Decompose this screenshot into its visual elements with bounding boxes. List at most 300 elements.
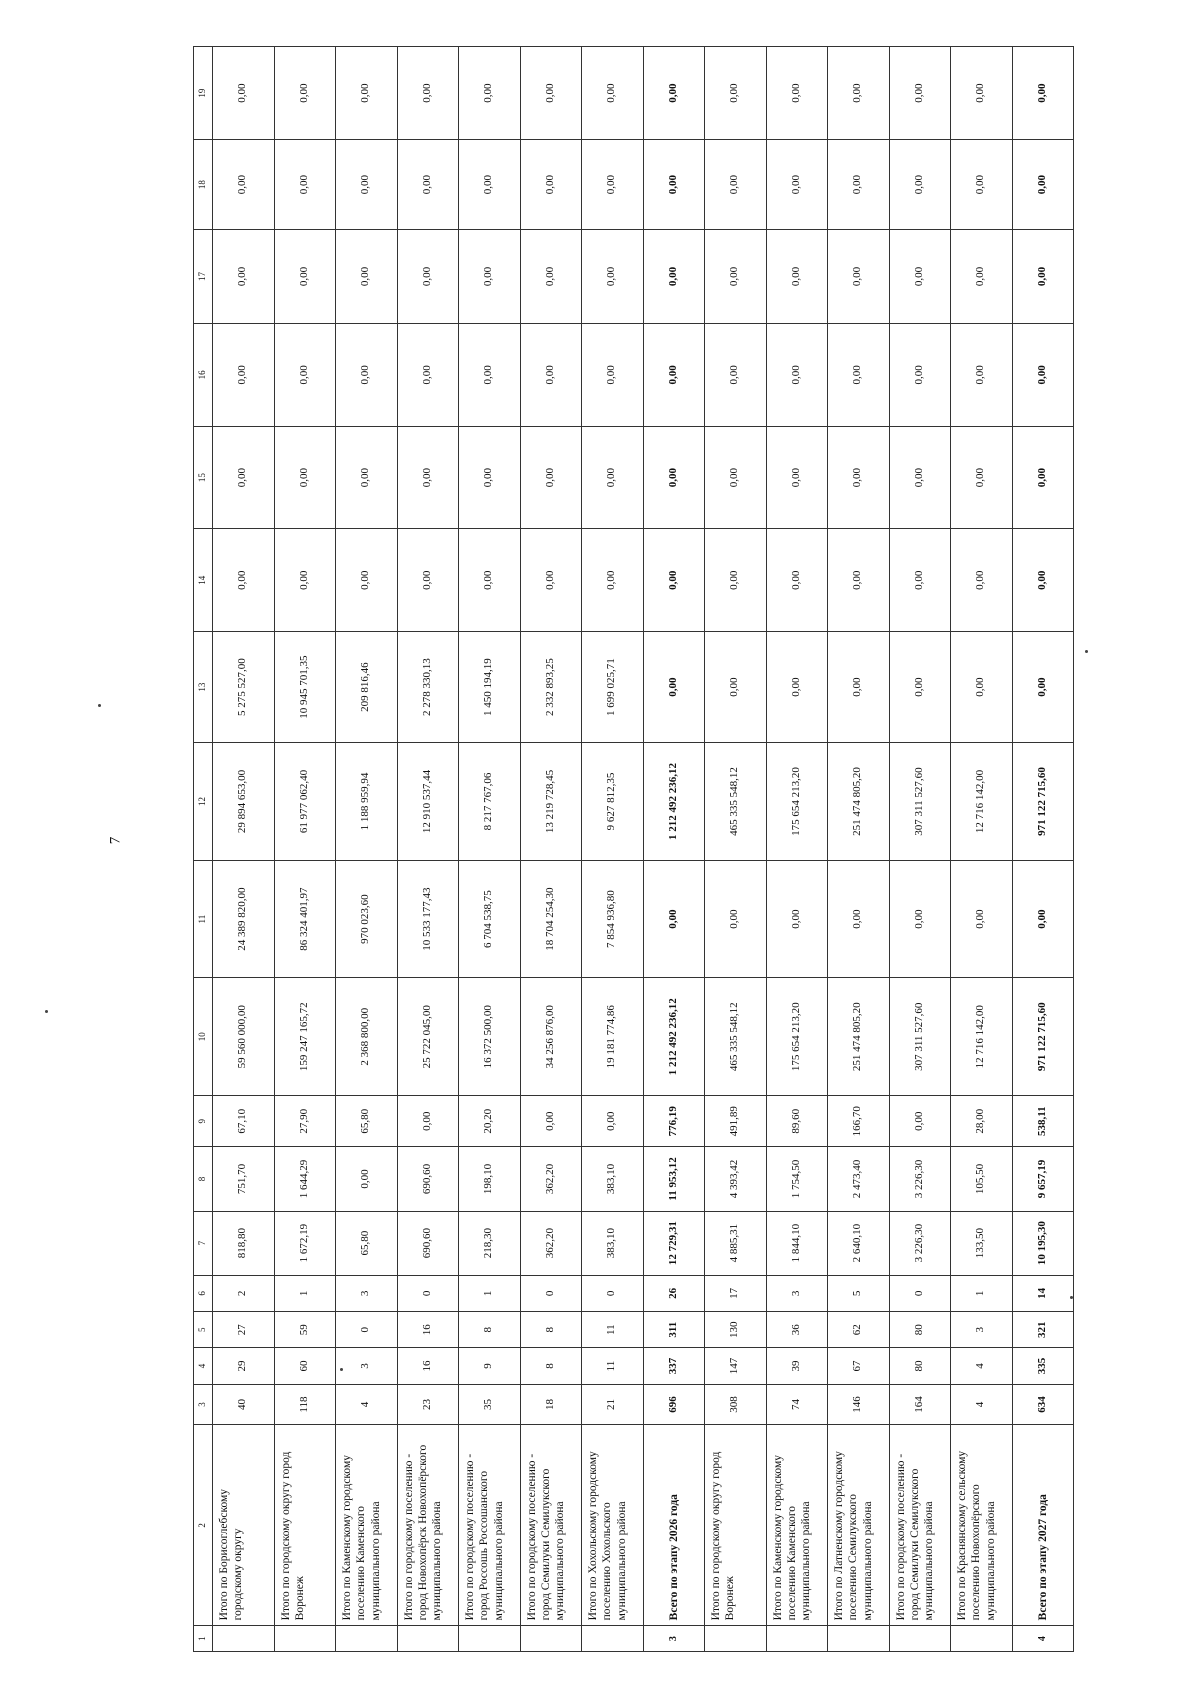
- cell-value: 971 122 715,60: [1012, 743, 1074, 861]
- cell-value: 16: [397, 1312, 459, 1348]
- cell-value: 0,00: [582, 230, 644, 324]
- cell-value: 0,00: [520, 140, 582, 230]
- column-number: 4: [194, 1348, 213, 1384]
- cell-value: 4 393,42: [705, 1147, 767, 1211]
- cell-value: 27: [213, 1312, 275, 1348]
- row-name: Всего по этапу 2026 года: [643, 1425, 705, 1626]
- cell-value: 0,00: [951, 632, 1013, 743]
- row-mark: [336, 1626, 398, 1652]
- cell-value: 3: [951, 1312, 1013, 1348]
- cell-value: 0,00: [336, 324, 398, 427]
- cell-value: 11: [582, 1312, 644, 1348]
- cell-value: 307 311 527,60: [889, 743, 951, 861]
- cell-value: 18 704 254,30: [520, 860, 582, 978]
- cell-value: 29 894 653,00: [213, 743, 275, 861]
- row-mark: 3: [643, 1626, 705, 1652]
- cell-value: 166,70: [828, 1096, 890, 1147]
- cell-value: 12 716 142,00: [951, 978, 1013, 1096]
- cell-value: 3 226,30: [889, 1211, 951, 1275]
- column-number: 1: [194, 1626, 213, 1652]
- cell-value: 1 672,19: [274, 1211, 336, 1275]
- cell-value: 0,00: [643, 529, 705, 632]
- cell-value: 1 754,50: [766, 1147, 828, 1211]
- cell-value: 11: [582, 1348, 644, 1384]
- cell-value: 0,00: [951, 529, 1013, 632]
- column-number: 12: [194, 743, 213, 861]
- cell-value: 0,00: [766, 860, 828, 978]
- cell-value: 0,00: [828, 47, 890, 140]
- cell-value: 11 953,12: [643, 1147, 705, 1211]
- cell-value: 164: [889, 1384, 951, 1425]
- cell-value: 383,10: [582, 1147, 644, 1211]
- cell-value: 3: [336, 1348, 398, 1384]
- row-name: Итого по Каменскому городскому поселению Каменского муниципального района: [766, 1425, 828, 1626]
- cell-value: 0,00: [705, 860, 767, 978]
- cell-value: 0,00: [766, 426, 828, 529]
- cell-value: 0,00: [889, 426, 951, 529]
- cell-value: 491,89: [705, 1096, 767, 1147]
- cell-value: 0,00: [889, 324, 951, 427]
- cell-value: 175 654 213,20: [766, 978, 828, 1096]
- cell-value: 7 854 936,80: [582, 860, 644, 978]
- table-body: [213, 47, 1074, 1652]
- cell-value: 8: [459, 1312, 521, 1348]
- cell-value: 8: [520, 1312, 582, 1348]
- column-number: 10: [194, 978, 213, 1096]
- cell-value: 2: [213, 1275, 275, 1311]
- cell-value: 0,00: [951, 324, 1013, 427]
- cell-value: 29: [213, 1348, 275, 1384]
- row-mark: [889, 1626, 951, 1652]
- row-name: Итого по Борисоглебскому городскому округу: [213, 1425, 275, 1626]
- cell-value: 0,00: [828, 860, 890, 978]
- cell-value: 2 640,10: [828, 1211, 890, 1275]
- column-number: 18: [194, 140, 213, 230]
- cell-value: 60: [274, 1348, 336, 1384]
- cell-value: 18: [520, 1384, 582, 1425]
- column-number: 13: [194, 632, 213, 743]
- table-row: [520, 47, 582, 1652]
- row-name: Итого по городскому поселению - город Россошь Россошанского муниципального района: [459, 1425, 521, 1626]
- cell-value: 16 372 500,00: [459, 978, 521, 1096]
- cell-value: 0: [520, 1275, 582, 1311]
- row-mark: [828, 1626, 890, 1652]
- cell-value: 3: [766, 1275, 828, 1311]
- cell-value: 4 885,31: [705, 1211, 767, 1275]
- cell-value: 0,00: [397, 230, 459, 324]
- cell-value: 0,00: [397, 140, 459, 230]
- cell-value: 1 212 492 236,12: [643, 978, 705, 1096]
- cell-value: 0,00: [889, 140, 951, 230]
- cell-value: 971 122 715,60: [1012, 978, 1074, 1096]
- cell-value: 10 195,30: [1012, 1211, 1074, 1275]
- cell-value: 251 474 805,20: [828, 743, 890, 861]
- cell-value: 0,00: [766, 632, 828, 743]
- cell-value: 2 332 893,25: [520, 632, 582, 743]
- cell-value: 0,00: [1012, 632, 1074, 743]
- cell-value: 175 654 213,20: [766, 743, 828, 861]
- cell-value: 0,00: [274, 324, 336, 427]
- cell-value: 86 324 401,97: [274, 860, 336, 978]
- cell-value: 16: [397, 1348, 459, 1384]
- cell-value: 0,00: [397, 324, 459, 427]
- cell-value: 2 473,40: [828, 1147, 890, 1211]
- cell-value: 0,00: [582, 1096, 644, 1147]
- scan-speck: [45, 1010, 48, 1013]
- cell-value: 23: [397, 1384, 459, 1425]
- row-name: Итого по Латненскому городскому поселению Семилукского муниципального района: [828, 1425, 890, 1626]
- cell-value: 74: [766, 1384, 828, 1425]
- cell-value: 67,10: [213, 1096, 275, 1147]
- column-number: 16: [194, 324, 213, 427]
- cell-value: 776,19: [643, 1096, 705, 1147]
- cell-value: 10 533 177,43: [397, 860, 459, 978]
- cell-value: 1 844,10: [766, 1211, 828, 1275]
- cell-value: 1 450 194,19: [459, 632, 521, 743]
- cell-value: 0,00: [459, 324, 521, 427]
- row-mark: [459, 1626, 521, 1652]
- cell-value: 0,00: [889, 860, 951, 978]
- cell-value: 8 217 767,06: [459, 743, 521, 861]
- row-mark: [397, 1626, 459, 1652]
- table-row: [582, 47, 644, 1652]
- cell-value: 465 335 548,12: [705, 743, 767, 861]
- cell-value: 133,50: [951, 1211, 1013, 1275]
- cell-value: 1 699 025,71: [582, 632, 644, 743]
- cell-value: 0,00: [520, 230, 582, 324]
- cell-value: 0,00: [766, 324, 828, 427]
- table-row: [274, 47, 336, 1652]
- cell-value: 36: [766, 1312, 828, 1348]
- cell-value: 0,00: [1012, 324, 1074, 427]
- cell-value: 690,60: [397, 1147, 459, 1211]
- stage-total-row: [643, 47, 705, 1652]
- cell-value: 634: [1012, 1384, 1074, 1425]
- cell-value: 308: [705, 1384, 767, 1425]
- cell-value: 1: [459, 1275, 521, 1311]
- cell-value: 0,00: [336, 230, 398, 324]
- cell-value: 19 181 774,86: [582, 978, 644, 1096]
- cell-value: 0,00: [951, 230, 1013, 324]
- cell-value: 5: [828, 1275, 890, 1311]
- cell-value: 0,00: [520, 529, 582, 632]
- row-name: Итого по городскому округу город Воронеж: [705, 1425, 767, 1626]
- cell-value: 383,10: [582, 1211, 644, 1275]
- cell-value: 10 945 701,35: [274, 632, 336, 743]
- cell-value: 0,00: [336, 47, 398, 140]
- column-number: 3: [194, 1384, 213, 1425]
- cell-value: 0,00: [766, 230, 828, 324]
- cell-value: 0,00: [705, 230, 767, 324]
- scan-speck: [1085, 650, 1088, 653]
- cell-value: 0: [397, 1275, 459, 1311]
- cell-value: 4: [951, 1348, 1013, 1384]
- cell-value: 59 560 000,00: [213, 978, 275, 1096]
- row-name: Итого по городскому поселению - город Новохопёрск Новохопёрского муниципального района: [397, 1425, 459, 1626]
- cell-value: 0,00: [643, 426, 705, 529]
- column-number: 9: [194, 1096, 213, 1147]
- row-name: Итого по городскому поселению - город Семилуки Семилукского муниципального района: [889, 1425, 951, 1626]
- column-number: 6: [194, 1275, 213, 1311]
- table-row: [766, 47, 828, 1652]
- cell-value: 311: [643, 1312, 705, 1348]
- cell-value: 0,00: [889, 632, 951, 743]
- cell-value: 80: [889, 1312, 951, 1348]
- cell-value: 0,00: [274, 529, 336, 632]
- cell-value: 0,00: [520, 47, 582, 140]
- cell-value: 65,80: [336, 1096, 398, 1147]
- cell-value: 4: [336, 1384, 398, 1425]
- cell-value: 0,00: [213, 47, 275, 140]
- cell-value: 0,00: [520, 1096, 582, 1147]
- cell-value: 0,00: [705, 529, 767, 632]
- cell-value: 80: [889, 1348, 951, 1384]
- cell-value: 59: [274, 1312, 336, 1348]
- cell-value: 0,00: [889, 230, 951, 324]
- row-mark: [213, 1626, 275, 1652]
- column-number: 11: [194, 860, 213, 978]
- cell-value: 0,00: [582, 324, 644, 427]
- cell-value: 17: [705, 1275, 767, 1311]
- cell-value: 0,00: [336, 1147, 398, 1211]
- cell-value: 0,00: [951, 140, 1013, 230]
- cell-value: 0,00: [889, 529, 951, 632]
- cell-value: 0,00: [951, 860, 1013, 978]
- cell-value: 0,00: [828, 632, 890, 743]
- cell-value: 0,00: [459, 47, 521, 140]
- cell-value: 0,00: [643, 324, 705, 427]
- cell-value: 118: [274, 1384, 336, 1425]
- cell-value: 0,00: [459, 230, 521, 324]
- page-number: 7: [107, 836, 124, 845]
- row-name: Итого по Хохольскому городскому поселению Хохольского муниципального района: [582, 1425, 644, 1626]
- cell-value: 0,00: [274, 47, 336, 140]
- cell-value: 690,60: [397, 1211, 459, 1275]
- cell-value: 12 716 142,00: [951, 743, 1013, 861]
- table-row: [397, 47, 459, 1652]
- cell-value: 0,00: [213, 324, 275, 427]
- cell-value: 0,00: [274, 426, 336, 529]
- cell-value: 1: [951, 1275, 1013, 1311]
- cell-value: 198,10: [459, 1147, 521, 1211]
- cell-value: 0,00: [397, 529, 459, 632]
- cell-value: 0,00: [643, 140, 705, 230]
- cell-value: 2 278 330,13: [397, 632, 459, 743]
- cell-value: 0,00: [1012, 426, 1074, 529]
- row-mark: [274, 1626, 336, 1652]
- row-name: Итого по Каменскому городскому поселению Каменского муниципального района: [336, 1425, 398, 1626]
- cell-value: 0,00: [1012, 860, 1074, 978]
- cell-value: 21: [582, 1384, 644, 1425]
- cell-value: 34 256 876,00: [520, 978, 582, 1096]
- column-number: 2: [194, 1425, 213, 1626]
- rotated-table-wrapper: [193, 46, 1071, 1652]
- cell-value: 0,00: [951, 47, 1013, 140]
- cell-value: 0,00: [828, 324, 890, 427]
- cell-value: 8: [520, 1348, 582, 1384]
- row-name: Итого по городскому поселению - город Семилуки Семилукского муниципального района: [520, 1425, 582, 1626]
- table-row: [459, 47, 521, 1652]
- cell-value: 0,00: [643, 632, 705, 743]
- cell-value: 0,00: [336, 140, 398, 230]
- cell-value: 0,00: [643, 47, 705, 140]
- cell-value: 0,00: [889, 1096, 951, 1147]
- cell-value: 0,00: [705, 140, 767, 230]
- cell-value: 0,00: [213, 426, 275, 529]
- scan-speck: [1070, 1296, 1073, 1299]
- cell-value: 35: [459, 1384, 521, 1425]
- cell-value: 25 722 045,00: [397, 978, 459, 1096]
- cell-value: 0,00: [459, 529, 521, 632]
- cell-value: 14: [1012, 1275, 1074, 1311]
- cell-value: 65,80: [336, 1211, 398, 1275]
- row-mark: [951, 1626, 1013, 1652]
- cell-value: 6 704 538,75: [459, 860, 521, 978]
- row-name: Итого по Краснянскому сельскому поселению Новохопёрского муниципального района: [951, 1425, 1013, 1626]
- cell-value: 0,00: [582, 140, 644, 230]
- cell-value: 0,00: [766, 529, 828, 632]
- cell-value: 9: [459, 1348, 521, 1384]
- cell-value: 0,00: [274, 230, 336, 324]
- table-row: [828, 47, 890, 1652]
- cell-value: 0,00: [582, 426, 644, 529]
- cell-value: 0: [582, 1275, 644, 1311]
- scan-speck: [340, 1368, 343, 1371]
- cell-value: 0,00: [336, 529, 398, 632]
- cell-value: 0,00: [459, 140, 521, 230]
- cell-value: 24 389 820,00: [213, 860, 275, 978]
- column-number: 15: [194, 426, 213, 529]
- cell-value: 538,11: [1012, 1096, 1074, 1147]
- cell-value: 9 627 812,35: [582, 743, 644, 861]
- cell-value: 362,20: [520, 1211, 582, 1275]
- cell-value: 0,00: [705, 324, 767, 427]
- cell-value: 335: [1012, 1348, 1074, 1384]
- scan-speck: [98, 704, 101, 707]
- cell-value: 27,90: [274, 1096, 336, 1147]
- cell-value: 0,00: [828, 140, 890, 230]
- cell-value: 39: [766, 1348, 828, 1384]
- cell-value: 465 335 548,12: [705, 978, 767, 1096]
- cell-value: 0,00: [828, 426, 890, 529]
- cell-value: 62: [828, 1312, 890, 1348]
- cell-value: 970 023,60: [336, 860, 398, 978]
- cell-value: 209 816,46: [336, 632, 398, 743]
- table-row: [889, 47, 951, 1652]
- cell-value: 0,00: [336, 426, 398, 529]
- cell-value: 67: [828, 1348, 890, 1384]
- cell-value: 61 977 062,40: [274, 743, 336, 861]
- cell-value: 1: [274, 1275, 336, 1311]
- row-mark: [520, 1626, 582, 1652]
- cell-value: 0,00: [1012, 47, 1074, 140]
- column-number: 19: [194, 47, 213, 140]
- cell-value: 2 368 800,00: [336, 978, 398, 1096]
- cell-value: 818,80: [213, 1211, 275, 1275]
- cell-value: 3 226,30: [889, 1147, 951, 1211]
- cell-value: 20,20: [459, 1096, 521, 1147]
- cell-value: 362,20: [520, 1147, 582, 1211]
- cell-value: 0,00: [705, 426, 767, 529]
- cell-value: 0,00: [582, 529, 644, 632]
- cell-value: 0,00: [643, 860, 705, 978]
- cell-value: 0,00: [459, 426, 521, 529]
- column-number: 17: [194, 230, 213, 324]
- row-name: Итого по городскому округу город Воронеж: [274, 1425, 336, 1626]
- cell-value: 146: [828, 1384, 890, 1425]
- cell-value: 0,00: [1012, 230, 1074, 324]
- row-mark: [766, 1626, 828, 1652]
- cell-value: 26: [643, 1275, 705, 1311]
- cell-value: 0,00: [397, 47, 459, 140]
- cell-value: 696: [643, 1384, 705, 1425]
- cell-value: 251 474 805,20: [828, 978, 890, 1096]
- cell-value: 1 644,29: [274, 1147, 336, 1211]
- table-row: [336, 47, 398, 1652]
- column-number: 8: [194, 1147, 213, 1211]
- cell-value: 0,00: [213, 140, 275, 230]
- cell-value: 0,00: [828, 529, 890, 632]
- row-mark: [705, 1626, 767, 1652]
- cell-value: 0,00: [582, 47, 644, 140]
- cell-value: 0,00: [705, 47, 767, 140]
- table-row: [951, 47, 1013, 1652]
- cell-value: 337: [643, 1348, 705, 1384]
- cell-value: 0,00: [951, 426, 1013, 529]
- column-number-row: [194, 47, 213, 1652]
- cell-value: 218,30: [459, 1211, 521, 1275]
- cell-value: 5 275 527,00: [213, 632, 275, 743]
- cell-value: 4: [951, 1384, 1013, 1425]
- cell-value: 0: [889, 1275, 951, 1311]
- column-number: 7: [194, 1211, 213, 1275]
- cell-value: 12 729,31: [643, 1211, 705, 1275]
- cell-value: 0,00: [520, 324, 582, 427]
- cell-value: 159 247 165,72: [274, 978, 336, 1096]
- cell-value: 0,00: [213, 529, 275, 632]
- cell-value: 0,00: [520, 426, 582, 529]
- table-row: [705, 47, 767, 1652]
- cell-value: 0,00: [643, 230, 705, 324]
- cell-value: 0,00: [274, 140, 336, 230]
- row-mark: 4: [1012, 1626, 1074, 1652]
- cell-value: 3: [336, 1275, 398, 1311]
- cell-value: 105,50: [951, 1147, 1013, 1211]
- column-number: 5: [194, 1312, 213, 1348]
- cell-value: 0,00: [213, 230, 275, 324]
- cell-value: 12 910 537,44: [397, 743, 459, 861]
- cell-value: 0: [336, 1312, 398, 1348]
- cell-value: 0,00: [766, 47, 828, 140]
- data-table: [193, 46, 1074, 1652]
- table-row: [213, 47, 275, 1652]
- cell-value: 307 311 527,60: [889, 978, 951, 1096]
- cell-value: 0,00: [828, 230, 890, 324]
- cell-value: 147: [705, 1348, 767, 1384]
- row-mark: [582, 1626, 644, 1652]
- cell-value: 0,00: [1012, 529, 1074, 632]
- row-name: Всего по этапу 2027 года: [1012, 1425, 1074, 1626]
- cell-value: 28,00: [951, 1096, 1013, 1147]
- cell-value: 9 657,19: [1012, 1147, 1074, 1211]
- cell-value: 0,00: [705, 632, 767, 743]
- cell-value: 0,00: [766, 140, 828, 230]
- cell-value: 0,00: [397, 426, 459, 529]
- cell-value: 0,00: [397, 1096, 459, 1147]
- cell-value: 0,00: [889, 47, 951, 140]
- cell-value: 130: [705, 1312, 767, 1348]
- cell-value: 1 188 959,94: [336, 743, 398, 861]
